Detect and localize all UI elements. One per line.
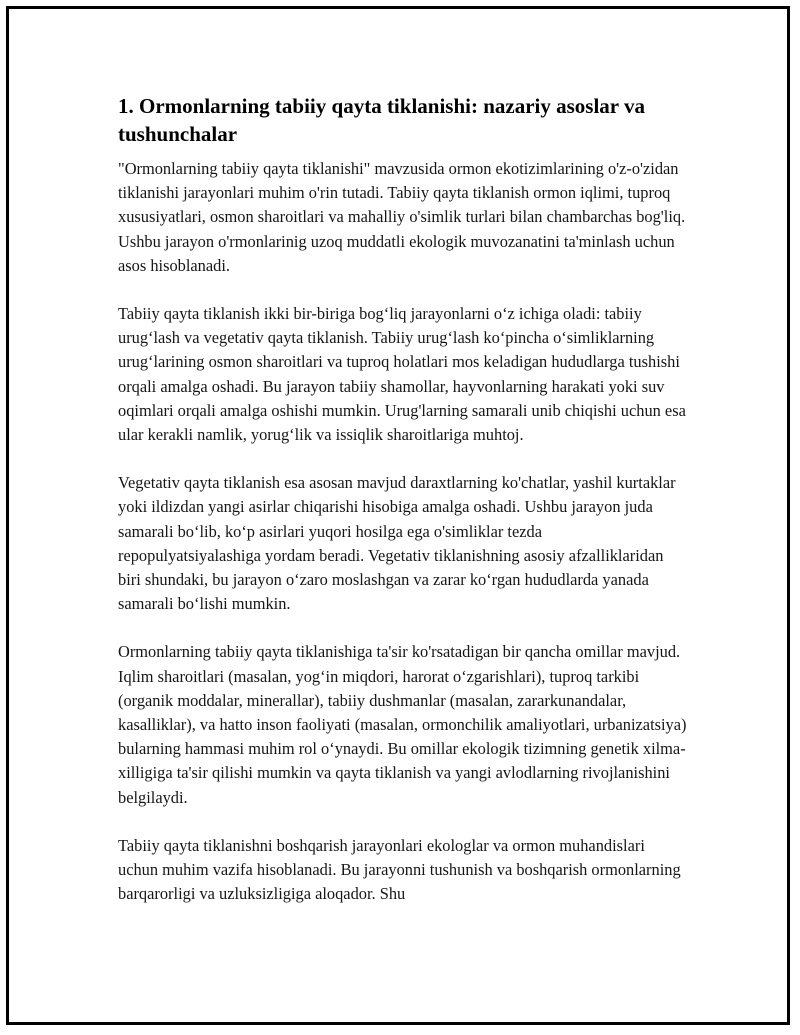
document-body — [118, 92, 688, 930]
section-heading: 1. Ormonlarning tabiiy qayta tiklanishi: nazariy asoslar va tushunchalar — [118, 94, 645, 146]
paragraph-intro: "Ormonlarning tabiiy qayta tiklanishi" mavzusida ormon ekotizimlarining o'z-o'zidan tiklanishi jarayonlari muhim o'rin tutadi. Tabiiy qayta tiklanish ormon iqlimi, tuproq xususiyatlari, osmon sharoitlari va mahalliy o'simlik turlari bilan chambarchas bog'liq. Ushbu jarayon o'rmonlarinig uzoq muddatli ekologik muvozanatini ta'minlash uchun asos hisoblanadi. — [118, 159, 686, 275]
paragraph-factors: Ormonlarning tabiiy qayta tiklanishiga ta'sir ko'rsatadigan bir qancha omillar mavjud. Iqlim sharoitlari (masalan, yog‘in miqdori, harorat o‘zgarishlari), tuproq tarkibi (organik moddalar, minerallar), tabiiy dushmanlar (masalan, zararkunandalar, kasalliklar), va hatto inson faoliyati (masalan, ormonchilik amaliyotlari, urbanizatsiya) bularning hammasi muhim rol o‘ynaydi. Bu omillar ekologik tizimning genetik xilma-xilligiga ta'sir qilishi mumkin va qayta tiklanish va yangi avlodlarning rivojlanishini belgilaydi. — [118, 642, 687, 807]
paragraph-management: Tabiiy qayta tiklanishni boshqarish jarayonlari ekologlar va ormon muhandislari uchun muhim vazifa hisoblanadi. Bu jarayonni tushunish va boshqarish ormonlarning barqarorligi va uzluksizligiga aloqador. Shu — [118, 835, 681, 904]
paragraph-vegetative: Vegetativ qayta tiklanish esa asosan mavjud daraxtlarning ko'chatlar, yashil kurtaklar yoki ildizdan yangi asirlar chiqarishi hisobiga amalga oshadi. Ushbu jarayon juda samarali bo‘lib, ko‘p asirlari yuqori hosilga ega o'simliklar tezda repopulyatsiyalashiga yordam beradi. Vegetativ tiklanishning asosiy afzalliklaridan biri shundaki, bu jarayon o‘zaro moslashgan va zarar ko‘rgan hududlarda yanada samarali bo‘lishi mumkin. — [118, 473, 676, 614]
paragraph-seeding: Tabiiy qayta tiklanish ikki bir-biriga bog‘liq jarayonlarni o‘z ichiga oladi: tabiiy urug‘lash va vegetativ qayta tiklanish. Tabiiy urug‘lash ko‘pincha o‘simliklarning urug‘larining osmon sharoitlari va tuproq holatlari mos keladigan hududlarga tushishi orqali amalga oshadi. Bu jarayon tabiiy shamollar, hayvonlarning harakati yoki suv oqimlari orqali amalga oshishi mumkin. Urug'larning samarali unib chiqishi uchun esa ular kerakli namlik, yorug‘lik va issiqlik sharoitlariga muhtoj. — [118, 304, 686, 445]
